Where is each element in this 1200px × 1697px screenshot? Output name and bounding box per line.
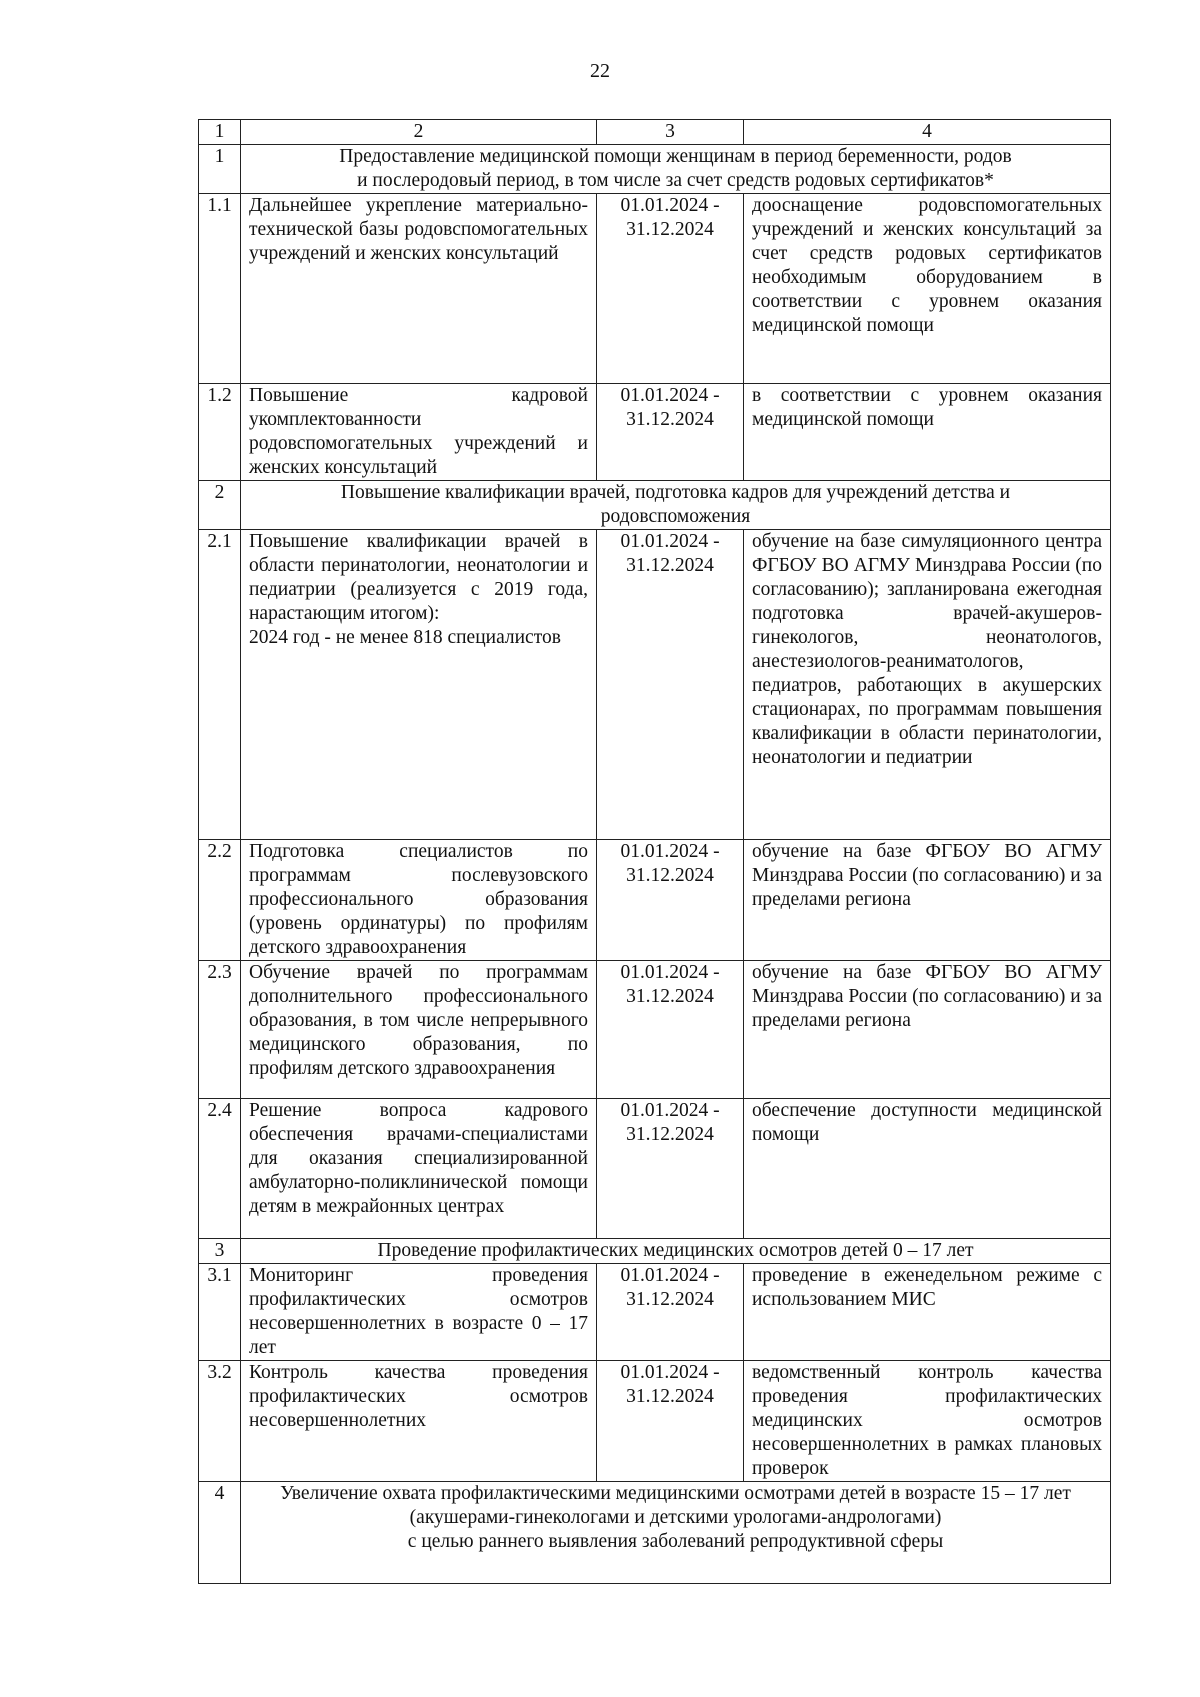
- activities-table: [198, 119, 1111, 1584]
- activity-notes: ведомственный контроль качества проведения профилактических медицинских осмотров несовершеннолетних в рамках плановых проверок: [744, 1361, 1111, 1482]
- row-number: 3: [199, 1239, 241, 1264]
- period-end: 31.12.2024: [626, 1386, 714, 1407]
- period-start: 01.01.2024 -: [620, 1362, 720, 1383]
- period-start: 01.01.2024 -: [620, 531, 720, 552]
- activity-period: [597, 1099, 744, 1239]
- section-title-line: Увеличение охвата профилактическими медицинскими осмотрами детей в возрасте 15 – 17 лет (акушерами-гинекологами и детскими урологами-андрологами): [280, 1483, 1071, 1528]
- table-row: [199, 384, 1111, 481]
- activity-description: Мониторинг проведения профилактических осмотров несовершеннолетних в возрасте 0 – 17 лет: [241, 1264, 597, 1361]
- activity-notes: обучение на базе симуляционного центра ФГБОУ ВО АГМУ Минздрава России (по согласованию); запланирована ежегодная подготовка врачей-акушеров-гинекологов, неонатологов, анестезиологов-реаниматологов, педиатров, работающих в акушерских стационарах, по программам повышения квалификации в области перинатологии, неонатологии и педиатрии: [744, 530, 1111, 840]
- section-title-line: родовспоможения: [600, 506, 751, 527]
- activity-description: Контроль качества проведения профилактических осмотров несовершеннолетних: [241, 1361, 597, 1482]
- period-end: 31.12.2024: [626, 409, 714, 430]
- period-end: 31.12.2024: [626, 555, 714, 576]
- table-row: [199, 961, 1111, 1099]
- section-row: [199, 145, 1111, 194]
- period-start: 01.01.2024 -: [620, 385, 720, 406]
- period-start: 01.01.2024 -: [620, 1100, 720, 1121]
- section-title: [241, 481, 1111, 530]
- table-row: [199, 1099, 1111, 1239]
- page-number: 22: [590, 60, 610, 82]
- activity-description: Обучение врачей по программам дополнительного профессионального образования, в том числе непрерывного медицинского образования, по профилям детского здравоохранения: [241, 961, 597, 1099]
- activity-description: Дальнейшее укрепление материально-технической базы родовспомогательных учреждений и женских консультаций: [241, 194, 597, 384]
- section-row: [199, 1482, 1111, 1584]
- period-start: 01.01.2024 -: [620, 195, 720, 216]
- activity-period: [597, 1264, 744, 1361]
- table-row: [199, 840, 1111, 961]
- activity-description: [241, 530, 597, 840]
- activity-notes: обучение на базе ФГБОУ ВО АГМУ Минздрава России (по согласованию) и за пределами региона: [744, 840, 1111, 961]
- header-col-4: 4: [744, 120, 1111, 145]
- row-number: 3.1: [199, 1264, 241, 1361]
- period-start: 01.01.2024 -: [620, 841, 720, 862]
- activity-notes: дооснащение родовспомогательных учреждений и женских консультаций за счет средств родовых сертификатов необходимым оборудованием в соответствии с уровнем оказания медицинской помощи: [744, 194, 1111, 384]
- row-number: 1.2: [199, 384, 241, 481]
- row-number: 2.3: [199, 961, 241, 1099]
- period-end: 31.12.2024: [626, 219, 714, 240]
- header-col-3: 3: [597, 120, 744, 145]
- activity-period: [597, 961, 744, 1099]
- activity-notes: в соответствии с уровнем оказания медицинской помощи: [744, 384, 1111, 481]
- activity-period: [597, 530, 744, 840]
- row-number: 2: [199, 481, 241, 530]
- activity-target: 2024 год - не менее 818 специалистов: [249, 627, 561, 648]
- section-title: [241, 145, 1111, 194]
- table-row: [199, 194, 1111, 384]
- row-number: 3.2: [199, 1361, 241, 1482]
- activity-description: Решение вопроса кадрового обеспечения врачами-специалистами для оказания специализированной амбулаторно-поликлинической помощи детям в межрайонных центрах: [241, 1099, 597, 1239]
- activity-notes: обеспечение доступности медицинской помощи: [744, 1099, 1111, 1239]
- period-end: 31.12.2024: [626, 986, 714, 1007]
- table-header-row: [199, 120, 1111, 145]
- header-col-2: 2: [241, 120, 597, 145]
- activity-description: Подготовка специалистов по программам послевузовского профессионального образования (уровень ординатуры) по профилям детского здравоохранения: [241, 840, 597, 961]
- section-title: [241, 1239, 1111, 1264]
- section-title-line: с целью раннего выявления заболеваний репродуктивной сферы: [407, 1531, 944, 1552]
- section-title-line: и послеродовый период, в том числе за счет средств родовых сертификатов*: [357, 170, 994, 191]
- period-end: 31.12.2024: [626, 1289, 714, 1310]
- row-number: 2.4: [199, 1099, 241, 1239]
- activity-notes: обучение на базе ФГБОУ ВО АГМУ Минздрава России (по согласованию) и за пределами региона: [744, 961, 1111, 1099]
- header-col-1: 1: [199, 120, 241, 145]
- activity-period: [597, 840, 744, 961]
- section-title-line: Проведение профилактических медицинских осмотров детей 0 – 17 лет: [377, 1240, 974, 1261]
- section-row: [199, 481, 1111, 530]
- row-number: 1.1: [199, 194, 241, 384]
- period-start: 01.01.2024 -: [620, 1265, 720, 1286]
- activity-notes: проведение в еженедельном режиме с использованием МИС: [744, 1264, 1111, 1361]
- activity-period: [597, 384, 744, 481]
- table-row: [199, 1264, 1111, 1361]
- table-row: [199, 1361, 1111, 1482]
- period-end: 31.12.2024: [626, 865, 714, 886]
- section-title: [241, 1482, 1111, 1584]
- section-title-line: Предоставление медицинской помощи женщинам в период беременности, родов: [339, 146, 1012, 167]
- activity-description-text: Повышение квалификации врачей в области перинатологии, неонатологии и педиатрии (реализуется с 2019 года, нарастающим итогом):: [249, 531, 588, 624]
- section-row: [199, 1239, 1111, 1264]
- activity-period: [597, 194, 744, 384]
- row-number: 4: [199, 1482, 241, 1584]
- activity-period: [597, 1361, 744, 1482]
- activity-description: Повышение кадровой укомплектованности родовспомогательных учреждений и женских консультаций: [241, 384, 597, 481]
- row-number: 2.2: [199, 840, 241, 961]
- period-start: 01.01.2024 -: [620, 962, 720, 983]
- table-row: [199, 530, 1111, 840]
- row-number: 2.1: [199, 530, 241, 840]
- period-end: 31.12.2024: [626, 1124, 714, 1145]
- row-number: 1: [199, 145, 241, 194]
- section-title-line: Повышение квалификации врачей, подготовка кадров для учреждений детства и: [340, 482, 1011, 503]
